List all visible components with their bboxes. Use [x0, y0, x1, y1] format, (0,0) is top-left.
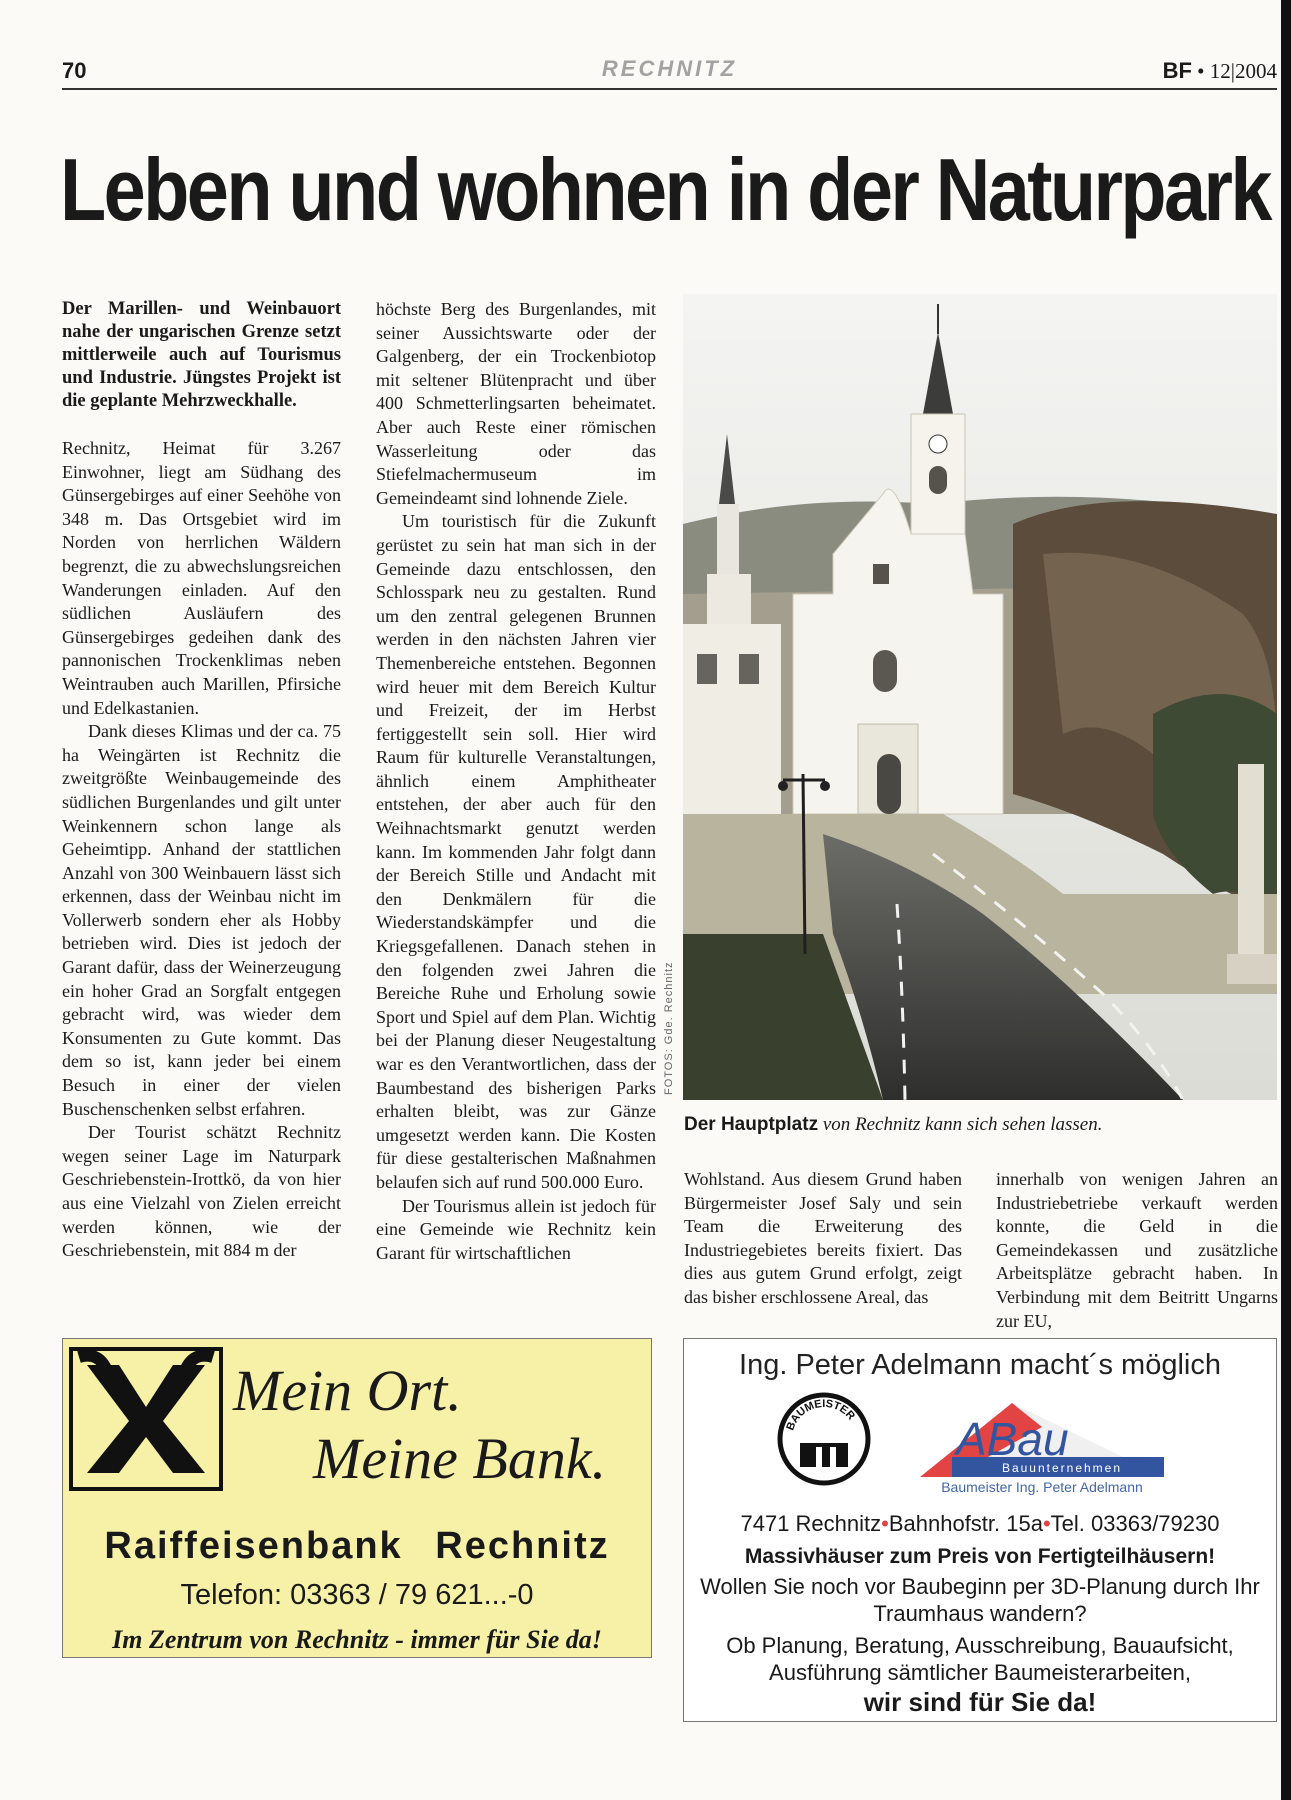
builder-ad	[683, 1338, 1277, 1722]
publication-info	[1163, 58, 1277, 84]
raiffeisen-ad	[62, 1338, 652, 1658]
article-lead: Der Marillen- und Weinbauort nahe der ungarischen Grenze setzt mittlerweile auch auf Tourismus und Industrie. Jüngstes Projekt ist die geplante Mehrzweckhalle.	[62, 299, 341, 411]
abau-wordmark: ABau	[956, 1413, 1069, 1465]
address-dot: •	[881, 1511, 889, 1536]
photo-caption	[684, 1114, 1278, 1136]
paragraph: Rechnitz, Heimat für 3.267 Einwohner, liegt am Südhang des Günsergebirges auf einer Seehöhe von 348 m. Das Ortsgebiet wird im Norden von herrlichen Wäldern begrenzt, die zu abwechslungsreichen Wanderungen einladen. Auf den südlichen Ausläufern des Günsergebirges gedeihen dank des pannonischen Trockenklimas neben Weintrauben auch Marillen, Pfirsiche und Edelkastanien.	[62, 438, 341, 718]
paragraph: Der Tourist schätzt Rechnitz wegen seiner Lage im Naturpark Geschriebenstein-Irottkö, da von hier aus eine Vielzahl von Zielen erreicht werden können, wie der Geschriebenstein, mit 884 m der	[62, 1122, 341, 1261]
paragraph: Dank dieses Klimas und der ca. 75 ha Weingärten ist Rechnitz die zweitgrößte Weinbaugemeinde des südlichen Burgenlandes und gilt unter Weinkennern schon lange als Geheimtipp. Anhand der stattlichen Anzahl von 300 Weinbauern lässt sich erkennen, dass der Weinbau nicht im Vollerwerb sondern eher als Hobby betrieben wird. Dies ist jedoch der Garant dafür, dass der Weinerzeugung ein hoher Grad an Sorgfalt entgegen gebracht wird, was wieder dem Konsumenten zu Gute kommt. Das dem so ist, kann jeder bei einem Besuch in einer der vielen Buschenschenken selbst erfahren.	[62, 721, 341, 1119]
header-separator: •	[1197, 59, 1205, 83]
page-number: 70	[62, 58, 87, 83]
builder-byline: Baumeister Ing. Peter Adelmann	[941, 1479, 1143, 1495]
caption-bold: Der Hauptplatz	[684, 1114, 819, 1135]
address-dot: •	[1042, 1511, 1051, 1536]
paragraph: höchste Berg des Burgenlandes, mit seiner Aussichtswarte oder der Galgenberg, der ein Trockenbiotop mit seltener Blütenpracht und über 400 Schmetterlingsarten beheimatet. Aber auch Reste einer römischen Wasserleitung oder das Stiefelmachermuseum im Gemeindeamt sind lohnende Ziele.	[376, 299, 656, 508]
caption-text: von Rechnitz kann sich sehen lassen.	[818, 1114, 1103, 1135]
seal-text: BAUMEISTER	[784, 1397, 858, 1433]
address-street: Bahnhofstr. 15a	[888, 1511, 1043, 1536]
section-title: RECHNITZ	[601, 56, 738, 81]
main-square-photo	[683, 294, 1277, 1100]
page-edge	[1281, 0, 1291, 1800]
builder-address	[684, 1511, 1276, 1537]
publication-name: BF	[1162, 58, 1192, 83]
baumeister-seal-icon	[776, 1391, 872, 1487]
issue-number: 12|2004	[1209, 59, 1277, 83]
builder-closing: wir sind für Sie da!	[863, 1687, 1097, 1717]
bank-phone: Telefon: 03363 / 79 621...-0	[180, 1579, 534, 1611]
bank-name: Raiffeisenbank Rechnitz	[104, 1525, 610, 1567]
crossed-gables-icon	[73, 1351, 219, 1487]
paragraph: Der Tourismus allein ist jedoch für eine Gemeinde wie Rechnitz kein Garant für wirtschaftlichen	[376, 1195, 656, 1263]
builder-services: Ob Planung, Beratung, Ausschreibung, Bauaufsicht, Ausführung sämtlicher Baumeisterarbeiten,	[726, 1633, 1234, 1685]
bank-slogan-line-1: Mein Ort.	[233, 1358, 462, 1423]
photo-credit: FOTOS: Gde. Rechnitz	[663, 961, 675, 1095]
page-header	[62, 54, 1277, 88]
paragraph: innerhalb von wenigen Jahren an Industriebetriebe verkauft werden konnte, die Geld in die Gemeindekassen und zusätzliche Arbeitsplätze gebracht haben. In Verbindung mit dem Beitritt Ungarns zur EU,	[996, 1169, 1278, 1331]
builder-ad-title: Ing. Peter Adelmann macht´s möglich	[739, 1349, 1221, 1381]
header-rule	[62, 88, 1277, 90]
bank-slogan-line-2: Meine Bank.	[313, 1426, 607, 1491]
article-column-2	[376, 298, 656, 1265]
article-column-4	[996, 1168, 1278, 1333]
builder-question: Wollen Sie noch vor Baubeginn per 3D-Planung durch Ihr Traumhaus wandern?	[700, 1574, 1260, 1626]
article-column-3	[684, 1168, 962, 1310]
church-square-image	[683, 294, 1277, 1100]
abau-subtext: Bauunternehmen	[1001, 1461, 1123, 1475]
builder-offer: Massivhäuser zum Preis von Fertigteilhäusern!	[744, 1545, 1216, 1568]
bank-tagline: Im Zentrum von Rechnitz - immer für Sie da!	[112, 1625, 602, 1654]
raiffeisen-logo-icon	[69, 1347, 223, 1491]
paragraph: Wohlstand. Aus diesem Grund haben Bürgermeister Josef Saly und sein Team die Erweiterung des Industriegebietes bereits fixiert. Das dies aus gutem Grund erfolgt, zeigt das bisher erschlossene Areal, das	[684, 1169, 962, 1307]
article-column-1	[62, 298, 341, 1263]
address-city: 7471 Rechnitz	[740, 1511, 882, 1536]
paragraph: Um touristisch für die Zukunft gerüstet zu sein hat man sich in der Gemeinde dazu entschlossen, den Schlosspark neu zu gestalten. Rund um den zentral gelegenen Brunnen werden in den nächsten Jahren vier Themenbereiche entstehen. Begonnen wird heuer mit dem Bereich Kultur und Freizeit, der im Herbst fertiggestellt sein soll. Hier wird Raum für kulturelle Veranstaltungen, ähnlich einem Amphitheater entstehen, der aber auch für den Weihnachtsmarkt genutzt werden kann. Im kommenden Jahr folgt dann der Bereich Stille und Andacht mit den Denkmälern für die Wiederstandskämpfer und die Kriegsgefallenen. Danach stehen in den folgenden zwei Jahren die Bereiche Ruhe und Erholung sowie Sport und Spiel auf dem Plan. Wichtig bei der Planung dieser Neugestaltung war es den Verantwortlichen, dass der Baumbestand des bisherigen Parks erhalten bleibt, was zur Gänze umgesetzt werden kann. Die Kosten für diese gestalterischen Maßnahmen belaufen sich auf rund 500.000 Euro.	[376, 511, 656, 1192]
article-headline: Leben und wohnen in der Naturpark	[60, 140, 1270, 239]
address-tel: Tel. 03363/79230	[1050, 1511, 1220, 1536]
